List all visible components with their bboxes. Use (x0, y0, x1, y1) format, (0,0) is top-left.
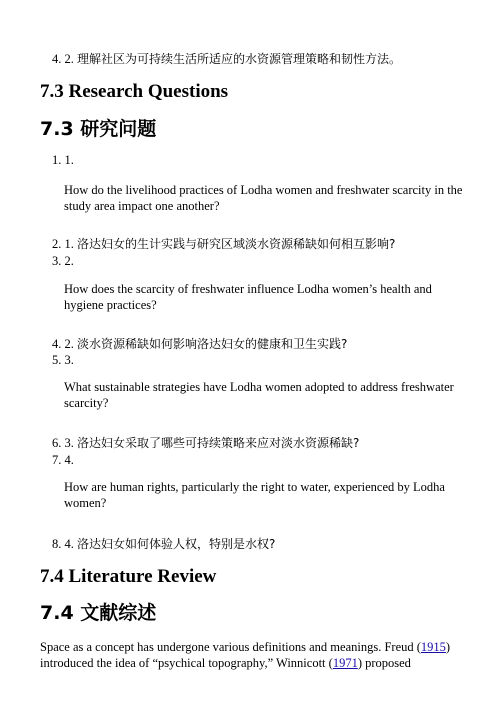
list-item: 5. 3. (52, 353, 74, 367)
list-item: 2. 1. 洛达妇女的生计实践与研究区域淡水资源稀缺如何相互影响? (52, 237, 396, 251)
body-paragraph: Space as a concept has undergone various definitions and meanings. Freud (1915) introduced the idea of “psychical topography,” Winnicott (1971) proposed (40, 640, 451, 670)
list-item: 4. 2. 理解社区为可持续生活所适应的水资源管理策略和韧性方法。 (52, 52, 402, 66)
citation-link-1915[interactable]: 1915 (420, 640, 446, 654)
section-heading-research-questions: 7.3 Research Questions (40, 81, 229, 102)
citation-link-1971[interactable]: 1971 (332, 656, 358, 670)
question-text: How are human rights, particularly the right to water, experienced by Lodha women? (64, 480, 445, 510)
list-item: 7. 4. (52, 453, 74, 467)
list-item: 3. 2. (52, 254, 74, 268)
question-text: How do the livelihood practices of Lodha women and freshwater scarcity in the study area impact one another? (64, 183, 463, 213)
list-item: 1. 1. (52, 153, 74, 167)
section-heading-literature-review-zh: 7.4 文献综述 (40, 602, 157, 624)
list-item: 6. 3. 洛达妇女采取了哪些可持续策略来应对淡水资源稀缺? (52, 436, 360, 450)
list-item: 4. 2. 淡水资源稀缺如何影响洛达妇女的健康和卫生实践? (52, 337, 348, 351)
question-text: How does the scarcity of freshwater influence Lodha women’s health and hygiene practices? (64, 282, 432, 312)
section-heading-research-questions-zh: 7.3 研究问题 (40, 118, 157, 140)
list-item: 8. 4. 洛达妇女如何体验人权，特别是水权? (52, 537, 276, 551)
section-heading-literature-review: 7.4 Literature Review (40, 566, 217, 587)
question-text: What sustainable strategies have Lodha women adopted to address freshwater scarcity? (64, 380, 454, 410)
